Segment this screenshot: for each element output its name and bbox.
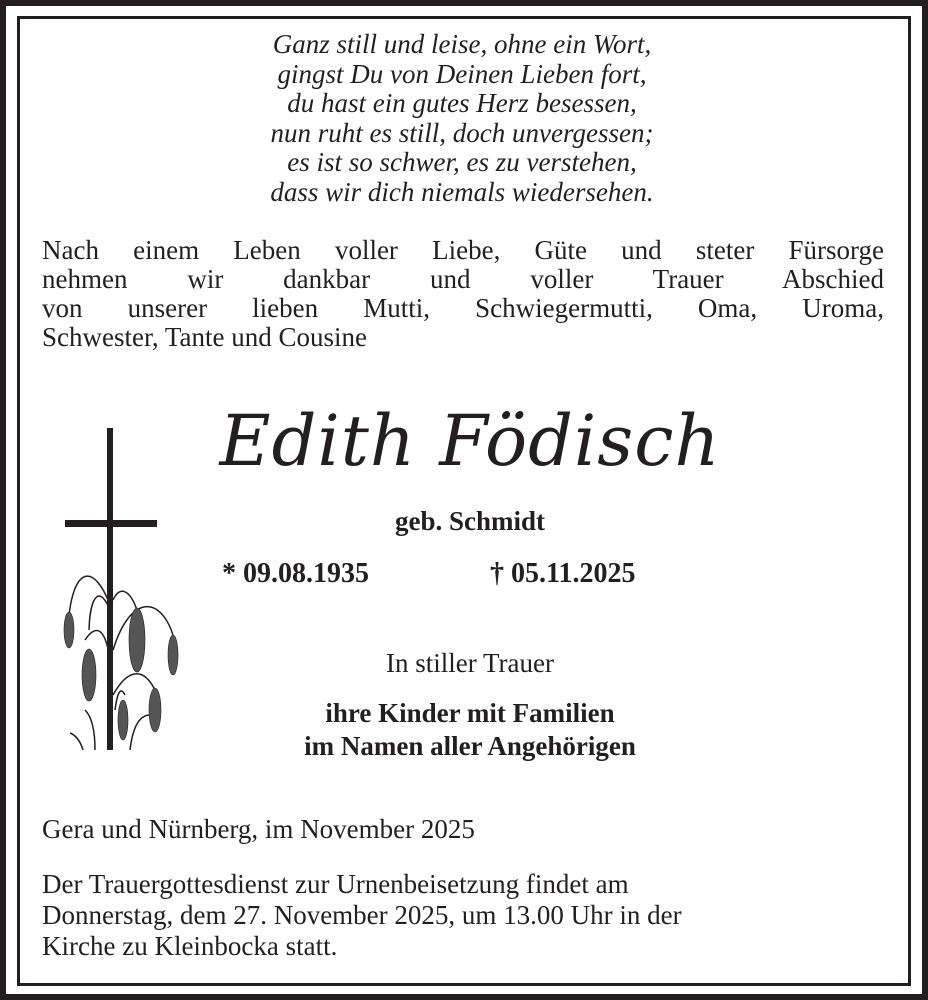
poem xyxy=(100,30,824,207)
intro-line: Nach einem Leben voller Liebe, Güte und steter Fürsorge xyxy=(42,235,884,265)
birth-date: * 09.08.1935 xyxy=(222,558,369,589)
death-date: † 05.11.2025 xyxy=(490,558,636,589)
poem-line: es ist so schwer, es zu verstehen, xyxy=(287,147,637,177)
intro-paragraph xyxy=(42,236,884,352)
service-line: Der Trauergottesdienst zur Urnenbeisetzung findet am xyxy=(42,869,629,899)
intro-line: von unserer lieben Mutti, Schwiegermutti, Oma, Uroma, xyxy=(42,293,884,323)
poem-line: du hast ein gutes Herz besessen, xyxy=(287,88,637,118)
maiden-name: geb. Schmidt xyxy=(394,506,546,536)
place-date: Gera und Nürnberg, im November 2025 xyxy=(42,814,475,844)
deceased-name: Edith Födisch xyxy=(219,400,721,482)
poem-line: dass wir dich niemals wiedersehen. xyxy=(270,176,654,207)
intro-line: nehmen wir dankbar und voller Trauer Abschied xyxy=(42,264,884,294)
poem-line: nun ruht es still, doch unvergessen; xyxy=(270,117,654,148)
intro-line: Schwester, Tante und Cousine xyxy=(42,322,367,352)
mourning-label: In stiller Trauer xyxy=(386,648,554,678)
mourners-line: im Namen aller Angehörigen xyxy=(304,731,636,761)
poem-line: Ganz still und leise, ohne ein Wort, xyxy=(272,29,652,59)
poem-line: gingst Du von Deinen Lieben fort, xyxy=(277,58,647,89)
mourners-line: ihre Kinder mit Familien xyxy=(325,698,615,728)
service-info xyxy=(42,869,884,962)
service-line: Donnerstag, dem 27. November 2025, um 13.00 Uhr in der xyxy=(42,900,682,930)
service-line: Kirche zu Kleinbocka statt. xyxy=(42,931,338,961)
